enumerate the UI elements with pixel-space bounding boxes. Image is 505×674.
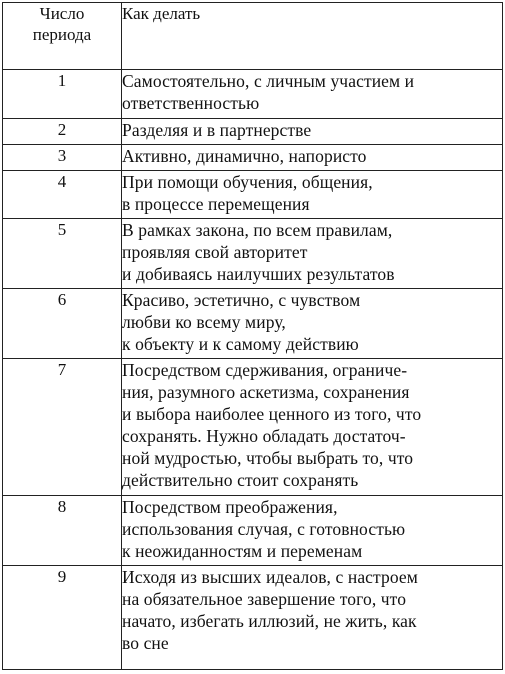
how-to-do-cell: Посредством сдерживания, ограниче- ния, разумного аскетизма, сохранения и выбора наиболее ценного из того, что сохранять. Нужно обладать достаточ- ной мудростью, чтобы выбрать то, что действительно стоит сохранять <box>122 359 503 496</box>
how-to-do-cell: Посредством преображения, использования случая, с готовностью к неожиданностям и переменам <box>122 496 503 566</box>
table-row <box>3 566 503 670</box>
period-number-cell: 9 <box>3 566 122 670</box>
how-to-do-cell: Красиво, эстетично, с чувством любви ко всему миру, к объекту и к самому действию <box>122 289 503 359</box>
how-to-do-cell: Исходя из высших идеалов, с настроем на обязательное завершение того, что начато, избегать иллюзий, не жить, как во сне <box>122 566 503 670</box>
how-to-do-cell: Активно, динамично, напористо <box>122 145 503 171</box>
header-row <box>3 3 503 70</box>
table-row <box>3 496 503 566</box>
table-row <box>3 171 503 219</box>
period-number-cell: 6 <box>3 289 122 359</box>
header-period-number <box>3 3 122 70</box>
table-row <box>3 119 503 145</box>
table-row <box>3 359 503 496</box>
period-number-cell: 1 <box>3 70 122 119</box>
period-number-cell: 8 <box>3 496 122 566</box>
header-period-number-label: Число периода <box>32 4 92 44</box>
how-to-do-cell: Разделяя и в партнерстве <box>122 119 503 145</box>
how-to-do-cell: В рамках закона, по всем правилам, проявляя свой авторитет и добиваясь наилучших результатов <box>122 219 503 289</box>
period-number-cell: 5 <box>3 219 122 289</box>
table-row <box>3 70 503 119</box>
table-row <box>3 219 503 289</box>
header-how-to-do <box>122 3 503 70</box>
period-number-cell: 7 <box>3 359 122 496</box>
period-table <box>2 2 503 670</box>
header-how-to-do-label: Как делать <box>122 4 201 23</box>
period-number-cell: 2 <box>3 119 122 145</box>
how-to-do-cell: Самостоятельно, с личным участием и ответственностью <box>122 70 503 119</box>
period-number-cell: 4 <box>3 171 122 219</box>
period-number-cell: 3 <box>3 145 122 171</box>
table-row <box>3 145 503 171</box>
table-row <box>3 289 503 359</box>
how-to-do-cell: При помощи обучения, общения, в процессе перемещения <box>122 171 503 219</box>
